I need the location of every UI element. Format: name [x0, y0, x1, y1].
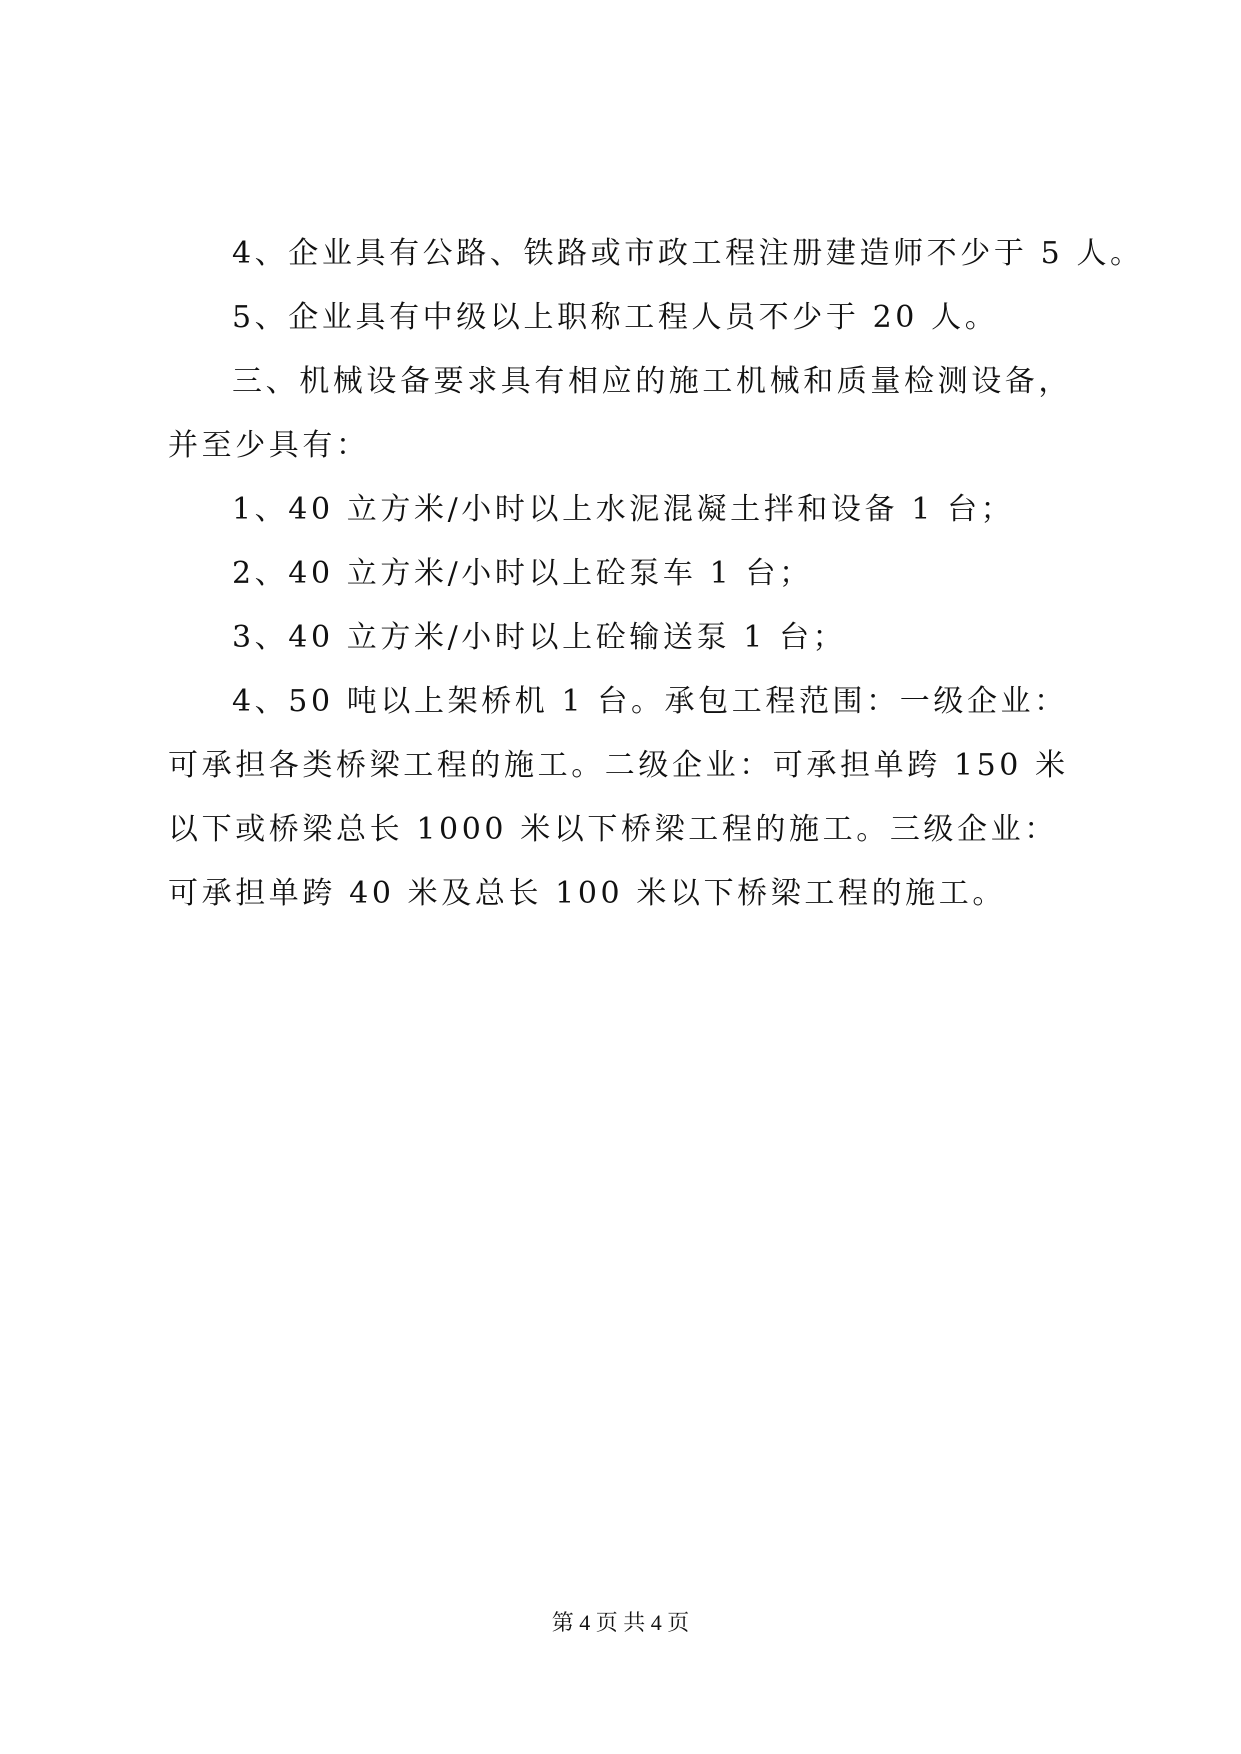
- page-footer: 第 4 页 共 4 页: [551, 1610, 690, 1635]
- paragraph-item-4: 4、企业具有公路、铁路或市政工程注册建造师不少于 5 人。: [232, 236, 1144, 271]
- paragraph-equipment-3: 3、40 立方米/小时以上砼输送泵 1 台；: [232, 620, 847, 655]
- paragraph-equipment-2: 2、40 立方米/小时以上砼泵车 1 台；: [232, 556, 813, 591]
- paragraph-item-5: 5、企业具有中级以上职称工程人员不少于 20 人。: [232, 300, 999, 335]
- paragraph-equipment-4-scope: 4、50 吨以上架桥机 1 台。承包工程范围：一级企业：可承担各类桥梁工程的施工。二级企业：可承担单跨 150 米以下或桥梁总长 1000 米以下桥梁工程的施工。三级企业：可承担单跨 40 米及总长 100 米以下桥梁工程的施工。: [168, 684, 1069, 911]
- paragraph-equipment-1: 1、40 立方米/小时以上水泥混凝土拌和设备 1 台；: [232, 492, 1015, 527]
- paragraph-section-3: 三、机械设备要求具有相应的施工机械和质量检测设备，并至少具有：: [168, 364, 1072, 463]
- document-body: [168, 222, 1144, 926]
